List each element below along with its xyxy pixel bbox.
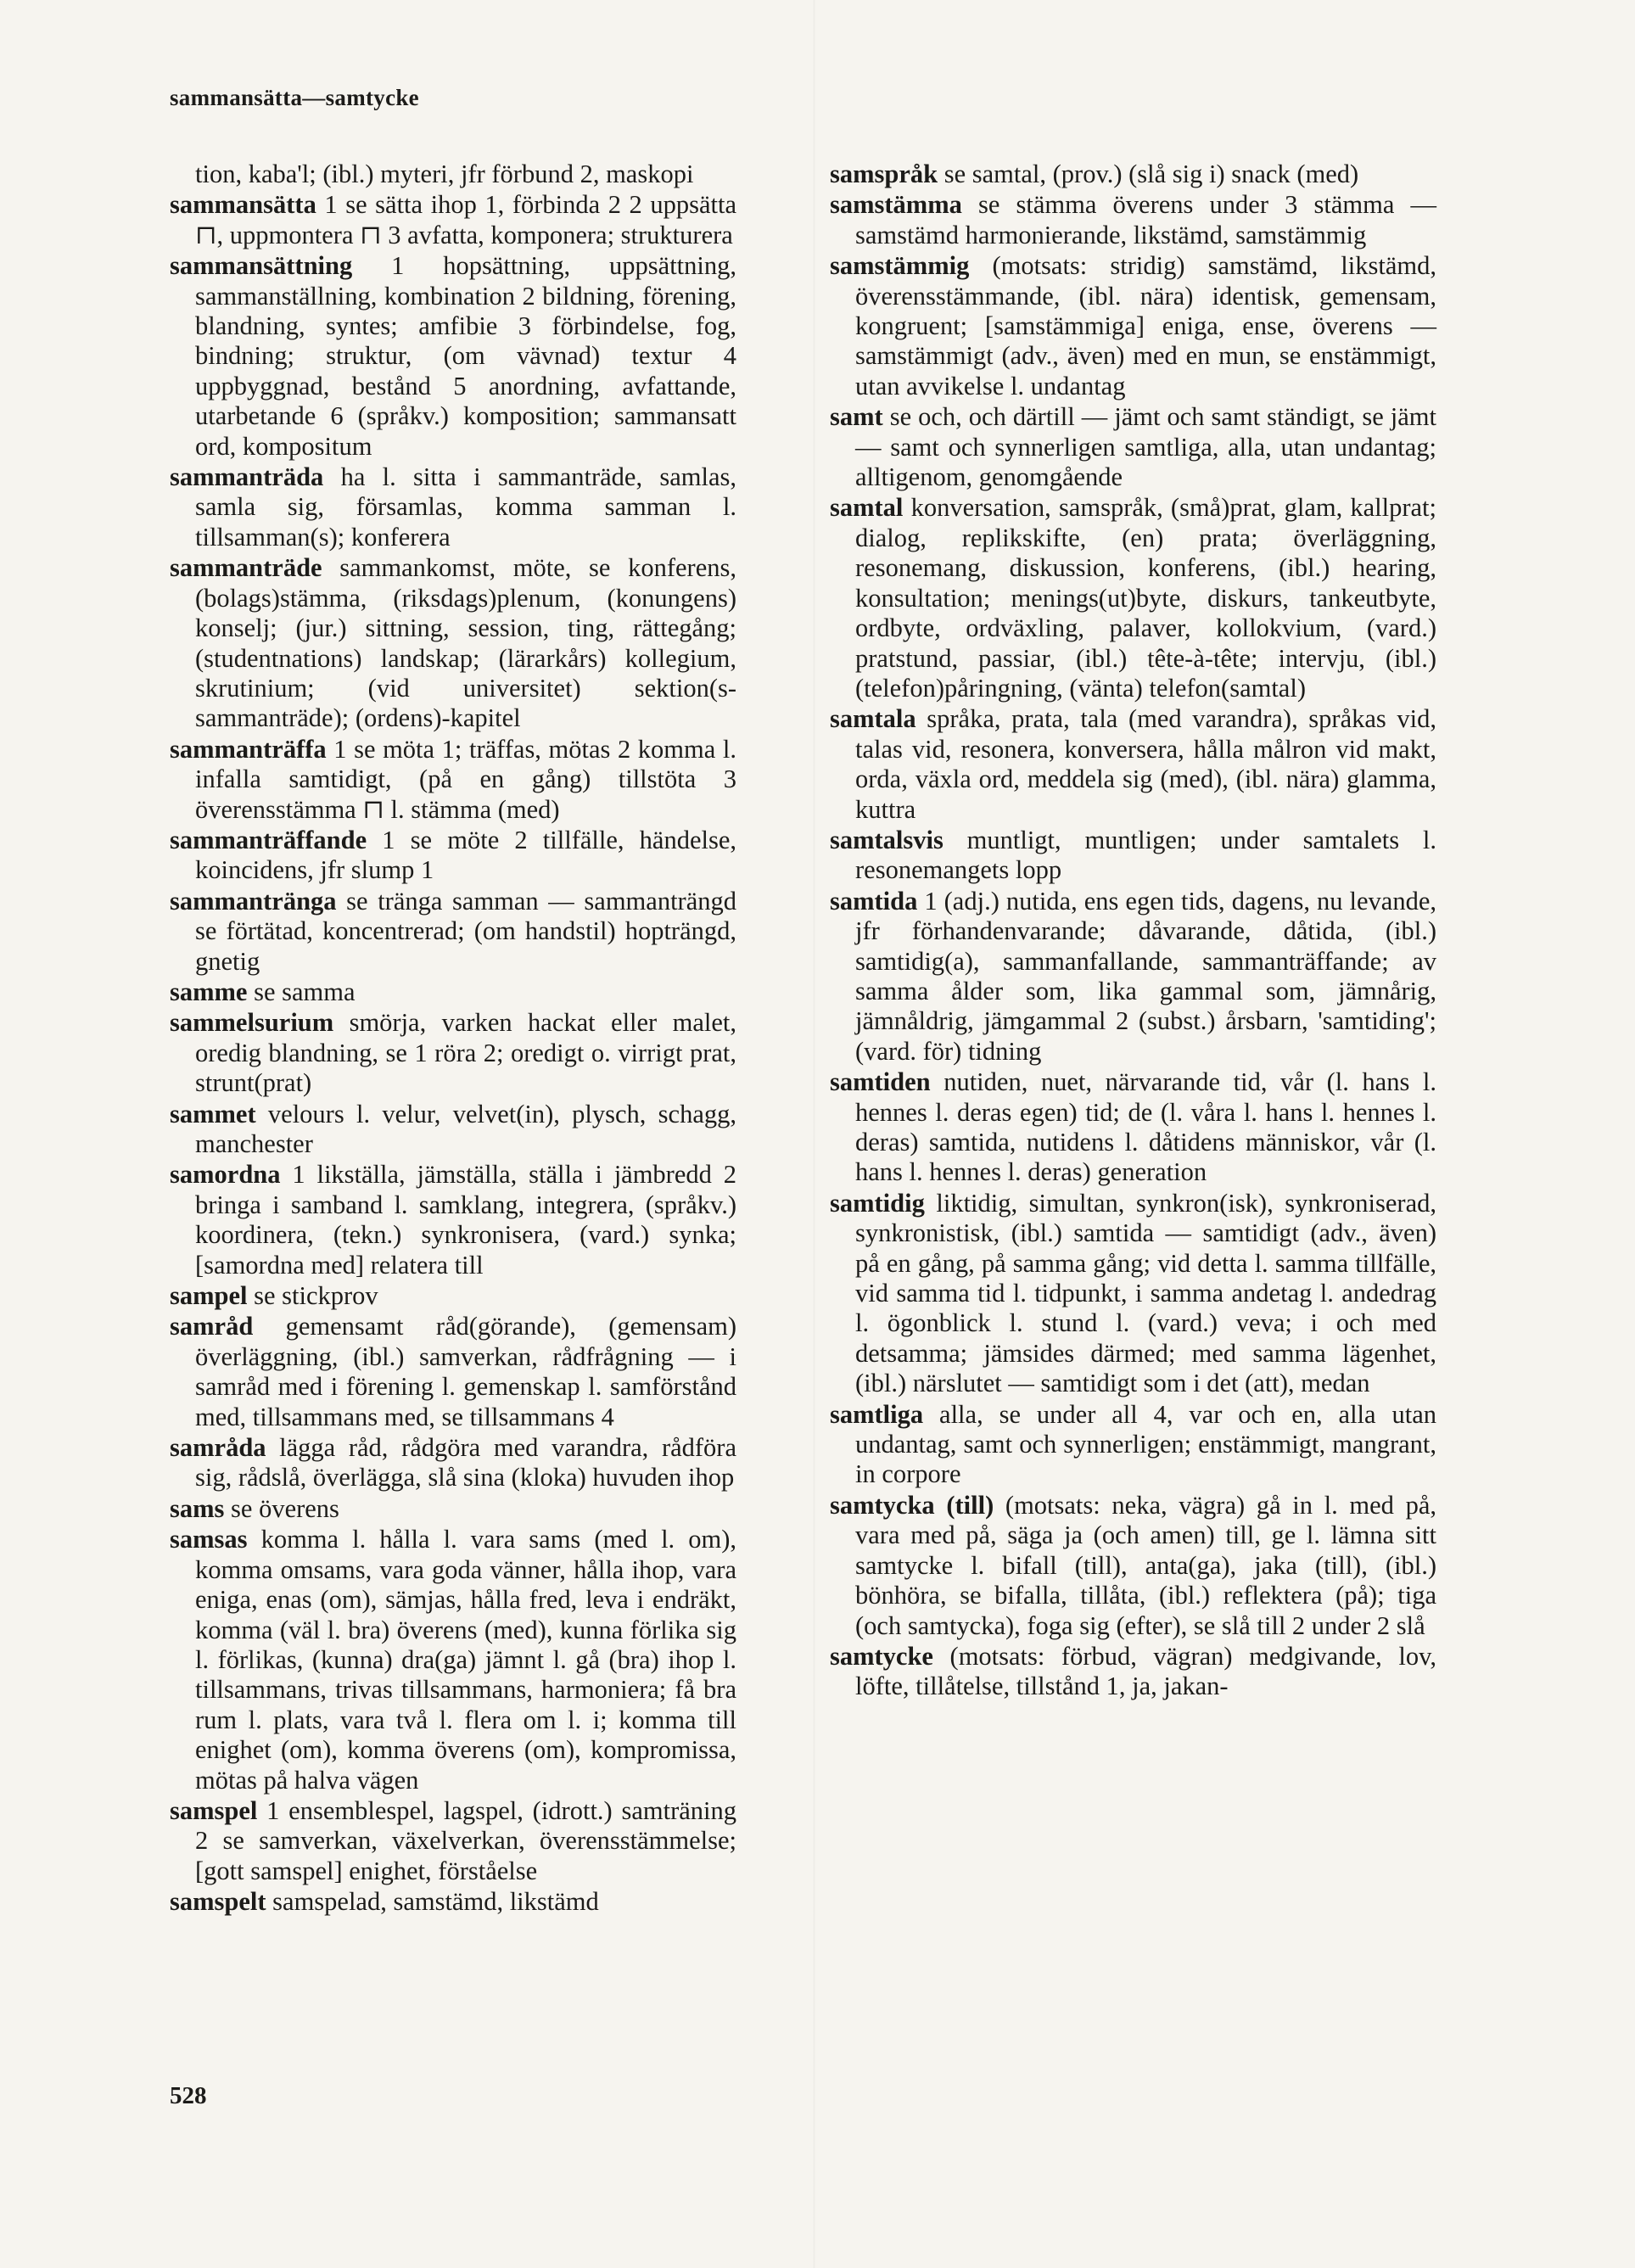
entry-headword: samtalsvis xyxy=(830,825,943,854)
entry-headword: samt xyxy=(830,402,883,432)
entry-definition: (motsats: neka, vägra) gå in l. med på, vara med på, säga ja (och amen) till, ge l. lämna sitt samtycke l. bifall (till), anta(ga), jaka (till), (ibl.) bönhöra, se bifalla, tillåta, (ibl.) reflektera (på); tiga (och samtycka), foga sig (efter), se slå till 2 under 2 slå xyxy=(855,1490,1437,1640)
entry-definition: se överens xyxy=(224,1493,339,1523)
dictionary-entry xyxy=(170,160,736,189)
entry-headword: samtal xyxy=(830,493,904,523)
entry-definition: se stickprov xyxy=(247,1281,378,1311)
dictionary-entry xyxy=(170,1281,736,1311)
entry-headword: sammantränga xyxy=(170,886,337,916)
entry-headword: samtidig xyxy=(830,1188,925,1218)
dictionary-entry xyxy=(830,826,1436,886)
dictionary-entry xyxy=(830,1491,1436,1641)
dictionary-entry xyxy=(830,704,1436,825)
entry-definition: 1 ensemblespel, lagspel, (idrott.) samträning 2 se samverkan, växelverkan, överensstämmelse; [gott samspel] enighet, förståelse xyxy=(195,1795,736,1885)
entry-headword: samtliga xyxy=(830,1399,924,1429)
entry-headword: samspel xyxy=(170,1795,258,1825)
entry-headword: sampel xyxy=(170,1281,248,1311)
entry-headword: samme xyxy=(170,977,248,1006)
entry-headword: sammelsurium xyxy=(170,1008,334,1038)
dictionary-entry xyxy=(170,1796,736,1886)
entry-headword: samtala xyxy=(830,704,916,734)
entry-definition: se samma xyxy=(247,977,356,1006)
entry-headword: sammanträffande xyxy=(170,825,367,854)
dictionary-entry xyxy=(830,493,1436,703)
dictionary-entry xyxy=(170,977,736,1007)
dictionary-entry xyxy=(170,1312,736,1432)
dictionary-entry xyxy=(170,826,736,886)
dictionary-entry xyxy=(170,1008,736,1098)
dictionary-entry xyxy=(170,1887,736,1917)
dictionary-entry xyxy=(170,887,736,977)
entry-definition: liktidig, simultan, synkron(isk), synkroniserad, synkronistisk, (ibl.) samtida — samtidigt (adv., även) på en gång, på samma gång; vid detta l. samma tillfälle, vid samma tid l. tidpunkt, i samma andetag l. andedrag l. ögonblick l. stund l. (vard.) veva; i och med detsamma; jämsides därmed; med samma lägenhet, (ibl.) närslutet — samtidigt som i det (att), medan xyxy=(855,1188,1436,1398)
entry-headword: sammanträda xyxy=(170,462,324,492)
entry-definition: komma l. hålla l. vara sams (med l. om), komma omsams, vara goda vänner, hålla ihop, vara eniga, enas (om), sämjas, hålla fred, leva i endräkt, komma (väl l. bra) överens (med), kunna förlika sig l. förlikas, (kunna) dra(ga) jämnt l. gå (bra) ihop l. tillsammans, trivas tillsammans, harmoniera; få bra rum l. plats, vara två l. flera om l. i; komma till enighet (om), komma överens (om), kompromissa, mötas på halva vägen xyxy=(195,1525,736,1795)
dictionary-entry xyxy=(830,1067,1436,1188)
page-fold-shadow xyxy=(813,0,815,2268)
dictionary-entry xyxy=(830,1189,1436,1399)
dictionary-entry xyxy=(830,190,1436,250)
entry-definition: sammankomst, möte, se konferens, (bolags)stämma, (riksdags)plenum, (konungens) konselj; (jur.) sittning, session, ting, rättegång; (studentnations) landskap; (lärarkårs) kollegium, skrutinium; (vid universitet) sektion(s-sammanträde); (ordens)-kapitel xyxy=(195,553,736,733)
entry-definition: lägga råd, rådgöra med varandra, rådföra sig, rådslå, överlägga, slå sina (kloka) huvuden ihop xyxy=(195,1433,736,1492)
entry-definition: se stämma överens under 3 stämma — samstämd harmonierande, likstämd, samstämmig xyxy=(855,190,1436,249)
entry-definition: konversation, samspråk, (små)prat, glam, kallprat; dialog, replikskifte, (en) prata; överläggning, resonemang, diskussion, konferens, (ibl.) hearing, konsultation; menings(ut)byte, diskurs, tankeutbyte, ordbyte, ordväxling, palaver, kollokvium, (vard.) pratstund, passiar, (ibl.) tête-à-tête; intervju, (ibl.) (telefon)påringning, (vänta) telefon(samtal) xyxy=(855,493,1436,703)
entry-definition: (motsats: förbud, vägran) medgivande, lov, löfte, tillåtelse, tillstånd 1, ja, jakan- xyxy=(855,1641,1436,1701)
dictionary-entry xyxy=(170,1494,736,1524)
entry-definition: 1 likställa, jämställa, ställa i jämbredd 2 bringa i samband l. samklang, integrera, (språkv.) koordinera, (tekn.) synkronisera, (vard.) synka; [samordna med] relatera till xyxy=(195,1160,736,1280)
dictionary-entry xyxy=(170,735,736,825)
entry-headword: samstämma xyxy=(830,190,962,220)
dictionary-entry xyxy=(170,1160,736,1280)
entry-definition: se tränga samman — sammanträngd se förtätad, koncentrerad; (om handstil) hopträngd, gnetig xyxy=(195,886,736,976)
dictionary-entry xyxy=(830,1642,1436,1702)
entry-headword: sammanträde xyxy=(170,553,322,583)
entry-headword: sammansätta xyxy=(170,190,316,220)
dictionary-entry xyxy=(830,160,1436,189)
entry-headword: samtida xyxy=(830,886,918,916)
entry-headword: sammansättning xyxy=(170,251,353,281)
entry-definition: 1 se möte 2 tillfälle, händelse, koincidens, jfr slump 1 xyxy=(195,825,736,885)
entry-headword: samspelt xyxy=(170,1887,266,1917)
entry-definition: språka, prata, tala (med varandra), språkas vid, talas vid, resonera, konversera, hålla målron vid makt, orda, växla ord, meddela sig (med), (ibl. nära) glamma, kuttra xyxy=(855,704,1436,824)
entry-headword: sammet xyxy=(170,1099,256,1128)
entry-headword: sams xyxy=(170,1493,225,1523)
left-column xyxy=(170,160,736,1918)
dictionary-entry xyxy=(830,402,1436,492)
dictionary-entry xyxy=(170,190,736,250)
entry-definition: tion, kaba'l; (ibl.) myteri, jfr förbund 2, maskopi xyxy=(195,160,694,188)
entry-definition: ha l. sitta i sammanträde, samlas, samla sig, församlas, komma samman l. tillsamman(s); konferera xyxy=(195,462,736,552)
dictionary-entry xyxy=(170,1100,736,1160)
entry-headword: samstämmig xyxy=(830,251,970,281)
entry-definition: muntligt, muntligen; under samtalets l. resonemangets lopp xyxy=(855,825,1436,885)
entry-definition: velours l. velur, velvet(in), plysch, schagg, manchester xyxy=(195,1099,736,1158)
entry-headword: samtiden xyxy=(830,1067,931,1097)
dictionary-entry xyxy=(830,251,1436,401)
dictionary-entry xyxy=(170,251,736,462)
entry-definition: 1 se sätta ihop 1, förbinda 2 2 uppsätta ⊓, uppmontera ⊓ 3 avfatta, komponera; strukturera xyxy=(195,190,736,249)
entry-definition: (motsats: stridig) samstämd, likstämd, överensstämmande, (ibl. nära) identisk, gemensam, kongruent; [samstämmiga] eniga, ense, överens — samstämmigt (adv., även) med en mun, se enstämmigt, utan avvikelse l. undantag xyxy=(855,251,1436,400)
dictionary-entry xyxy=(170,462,736,552)
page-number: 528 xyxy=(170,2082,207,2109)
entry-headword: samtycka (till) xyxy=(830,1490,994,1520)
entry-definition: se samtal, (prov.) (slå sig i) snack (med) xyxy=(938,160,1359,188)
entry-headword: samråd xyxy=(170,1312,254,1341)
dictionary-entry xyxy=(170,1525,736,1795)
entry-definition: nutiden, nuet, närvarande tid, vår (l. hans l. hennes l. deras egen) tid; de (l. våra l. hans l. hennes l. deras) samtida, nutidens l. dåtidens människor, vår (l. hans l. hennes l. deras) generation xyxy=(855,1067,1436,1187)
entry-headword: samordna xyxy=(170,1160,281,1190)
entry-definition: 1 hopsättning, uppsättning, sammanställning, kombination 2 bildning, förening, blandning, syntes; amfibie 3 förbindelse, fog, bindning; struktur, (om vävnad) textur 4 uppbyggnad, bestånd 5 anordning, avfattande, utarbetande 6 (språkv.) komposition; sammansatt ord, kompositum xyxy=(195,251,736,461)
entry-headword: sammanträffa xyxy=(170,734,327,764)
entry-definition: alla, se under all 4, var och en, alla utan undantag, samt och synnerligen; enstämmigt, mangrant, in corpore xyxy=(855,1399,1436,1489)
entry-headword: samråda xyxy=(170,1433,266,1463)
entry-definition: 1 se möta 1; träffas, mötas 2 komma l. infalla samtidigt, (på en gång) tillstöta 3 överensstämma ⊓ l. stämma (med) xyxy=(195,734,736,824)
entry-definition: gemensamt råd(görande), (gemensam) överläggning, (ibl.) samverkan, rådfrågning — i samråd med i förening l. gemenskap l. samförstånd med, tillsammans med, se tillsammans 4 xyxy=(195,1312,736,1431)
dictionary-entry xyxy=(170,553,736,733)
entry-definition: 1 (adj.) nutida, ens egen tids, dagens, nu levande, jfr förhandenvarande; dåvarande, dåtida, (ibl.) samtidig(a), sammanfallande, sammanträffande; av samma ålder som, lika gammal som, jämnårig, jämnåldrig, jämgammal 2 (subst.) årsbarn, 'samtiding'; (vard. för) tidning xyxy=(855,886,1436,1066)
entry-headword: samtycke xyxy=(830,1641,933,1671)
entry-definition: se och, och därtill — jämt och samt ständigt, se jämt — samt och synnerligen samtliga, alla, utan undantag; alltigenom, genomgående xyxy=(855,402,1436,492)
entry-headword: samsas xyxy=(170,1525,248,1554)
dictionary-entry xyxy=(170,1433,736,1493)
running-head: sammansätta—samtycke xyxy=(170,85,419,110)
dictionary-entry xyxy=(830,1400,1436,1490)
entry-definition: smörja, varken hackat eller malet, oredig blandning, se 1 röra 2; oredigt o. virrigt prat, strunt(prat) xyxy=(195,1008,736,1098)
dictionary-entry xyxy=(830,887,1436,1067)
entry-definition: samspelad, samstämd, likstämd xyxy=(266,1887,599,1917)
right-column xyxy=(830,160,1436,1703)
entry-headword: samspråk xyxy=(830,160,938,188)
